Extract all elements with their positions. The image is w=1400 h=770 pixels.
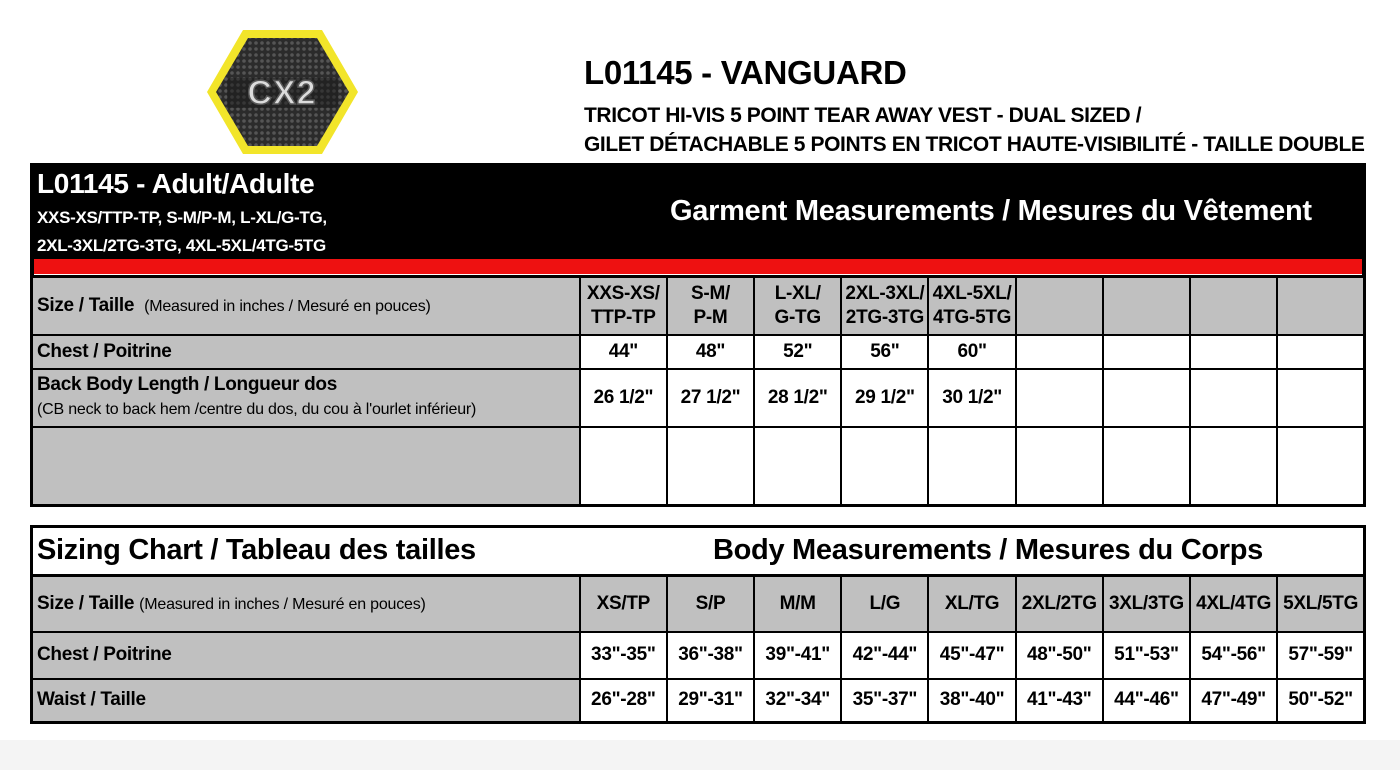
sizing-waist-value: 50"-52" [1277, 679, 1364, 723]
garment-header [30, 163, 1366, 259]
empty-cell [667, 427, 754, 506]
body-measurements-heading: Body Measurements / Mesures du Corps [713, 534, 1264, 566]
sizing-size-header: S/P [667, 576, 754, 632]
garment-measurements-heading: Garment Measurements / Mesures du Vêtement [670, 195, 1312, 227]
cx2-logo [205, 28, 360, 156]
garment-size-header [667, 277, 754, 335]
garment-chest-value: 56" [841, 335, 928, 369]
garment-empty-row [32, 427, 1365, 506]
sizing-size-note: (Measured in inches / Mesuré en pouces) [139, 595, 426, 613]
empty-cell [1190, 369, 1277, 427]
garment-header-title: L01145 - Adult/Adulte [37, 168, 315, 199]
sizing-waist-value: 35"-37" [841, 679, 928, 723]
empty-cell [754, 427, 841, 506]
garment-chest-value: 52" [754, 335, 841, 369]
product-description-en: TRICOT HI-VIS 5 POINT TEAR AWAY VEST - DUAL SIZED / [584, 104, 1142, 127]
product-description-fr: GILET DÉTACHABLE 5 POINTS EN TRICOT HAUTE-VISIBILITÉ - TAILLE DOUBLE [584, 133, 1365, 156]
garment-back-length-row [32, 369, 1365, 427]
size-line2: TTP-TP [590, 306, 656, 328]
garment-chest-value: 44" [580, 335, 667, 369]
empty-cell [1103, 335, 1190, 369]
empty-header-cell [1016, 277, 1103, 335]
sizing-chest-label: Chest / Poitrine [32, 632, 580, 679]
garment-chest-value: 48" [667, 335, 754, 369]
sizing-waist-value: 41"-43" [1016, 679, 1103, 723]
garment-back-value: 28 1/2" [754, 369, 841, 427]
empty-cell [1190, 335, 1277, 369]
garment-frame-right [1362, 259, 1366, 275]
sizing-chest-value: 57"-59" [1277, 632, 1364, 679]
sizing-size-header: L/G [841, 576, 928, 632]
garment-back-value: 29 1/2" [841, 369, 928, 427]
empty-header-cell [1277, 277, 1364, 335]
empty-label-cell [32, 427, 580, 506]
sizing-chest-value: 36"-38" [667, 632, 754, 679]
sizing-chest-value: 33"-35" [580, 632, 667, 679]
sizing-chest-value: 39"-41" [754, 632, 841, 679]
garment-size-header [841, 277, 928, 335]
sizing-waist-value: 44"-46" [1103, 679, 1190, 723]
garment-chest-row [32, 335, 1365, 369]
sizing-waist-value: 29"-31" [667, 679, 754, 723]
garment-chest-label: Chest / Poitrine [32, 335, 580, 369]
empty-cell [1016, 369, 1103, 427]
sizing-size-header: 5XL/5TG [1277, 576, 1364, 632]
sizing-waist-value: 47"-49" [1190, 679, 1277, 723]
empty-cell [1277, 427, 1364, 506]
garment-measurements-table [30, 275, 1366, 507]
garment-back-value: 26 1/2" [580, 369, 667, 427]
empty-cell [580, 427, 667, 506]
page-bottom-band [0, 740, 1400, 770]
sizing-size-header: XL/TG [928, 576, 1015, 632]
sizing-waist-label: Waist / Taille [32, 679, 580, 723]
garment-size-row [32, 277, 1365, 335]
sizing-size-label: Size / Taille [37, 592, 135, 614]
sizing-chest-value: 54"-56" [1190, 632, 1277, 679]
sizing-chest-value: 48"-50" [1016, 632, 1103, 679]
garment-size-header [580, 277, 667, 335]
empty-cell [1016, 335, 1103, 369]
empty-header-cell [1103, 277, 1190, 335]
empty-cell [1016, 427, 1103, 506]
garment-chest-value: 60" [928, 335, 1015, 369]
garment-back-label-cell [32, 369, 580, 427]
sizing-size-header: XS/TP [580, 576, 667, 632]
sizing-waist-value: 26"-28" [580, 679, 667, 723]
svg-text:CX2: CX2 [247, 74, 317, 112]
garment-header-sizes-line1: XXS-XS/TTP-TP, S-M/P-M, L-XL/G-TG, [37, 208, 327, 227]
garment-size-label: Size / Taille [37, 294, 135, 316]
size-line1: S-M/ [691, 282, 730, 304]
red-accent-bar [34, 259, 1362, 274]
sizing-size-header: 2XL/2TG [1016, 576, 1103, 632]
size-line1: 4XL-5XL/ [932, 282, 1012, 304]
size-line1: 2XL-3XL/ [845, 282, 925, 304]
garment-back-value: 30 1/2" [928, 369, 1015, 427]
body-measurements-table [30, 574, 1366, 724]
size-line2: P-M [693, 306, 728, 328]
empty-cell [1103, 427, 1190, 506]
empty-header-cell [1190, 277, 1277, 335]
empty-cell [1277, 335, 1364, 369]
garment-size-header [928, 277, 1015, 335]
size-line2: 4TG-5TG [932, 306, 1012, 328]
size-line2: G-TG [774, 306, 821, 328]
size-line1: XXS-XS/ [586, 282, 660, 304]
sizing-size-header: 4XL/4TG [1190, 576, 1277, 632]
sizing-waist-value: 32"-34" [754, 679, 841, 723]
sizing-chart-title: Sizing Chart / Tableau des tailles [37, 534, 476, 566]
sizing-chest-value: 42"-44" [841, 632, 928, 679]
sizing-chest-value: 45"-47" [928, 632, 1015, 679]
garment-back-label: Back Body Length / Longueur dos [37, 374, 337, 395]
sizing-size-row [32, 576, 1365, 632]
garment-size-label-cell [32, 277, 580, 335]
size-line2: 2TG-3TG [845, 306, 924, 328]
size-line1: L-XL/ [774, 282, 821, 304]
garment-size-note: (Measured in inches / Mesuré en pouces) [144, 297, 431, 315]
sizing-chest-value: 51"-53" [1103, 632, 1190, 679]
sizing-chest-row [32, 632, 1365, 679]
sizing-size-label-cell [32, 576, 580, 632]
product-title: L01145 - VANGUARD [584, 54, 907, 91]
empty-cell [841, 427, 928, 506]
sizing-chart-header [30, 525, 1366, 574]
sizing-waist-row [32, 679, 1365, 723]
sizing-size-header: M/M [754, 576, 841, 632]
garment-size-header [754, 277, 841, 335]
empty-cell [1103, 369, 1190, 427]
sizing-size-header: 3XL/3TG [1103, 576, 1190, 632]
empty-cell [1277, 369, 1364, 427]
sizing-waist-value: 38"-40" [928, 679, 1015, 723]
empty-cell [1190, 427, 1277, 506]
garment-header-sizes-line2: 2XL-3XL/2TG-3TG, 4XL-5XL/4TG-5TG [37, 236, 326, 255]
empty-cell [928, 427, 1015, 506]
garment-back-value: 27 1/2" [667, 369, 754, 427]
cx2-logo-graphic [205, 28, 360, 156]
garment-back-note: (CB neck to back hem /centre du dos, du cou à l'ourlet inférieur) [37, 401, 477, 418]
